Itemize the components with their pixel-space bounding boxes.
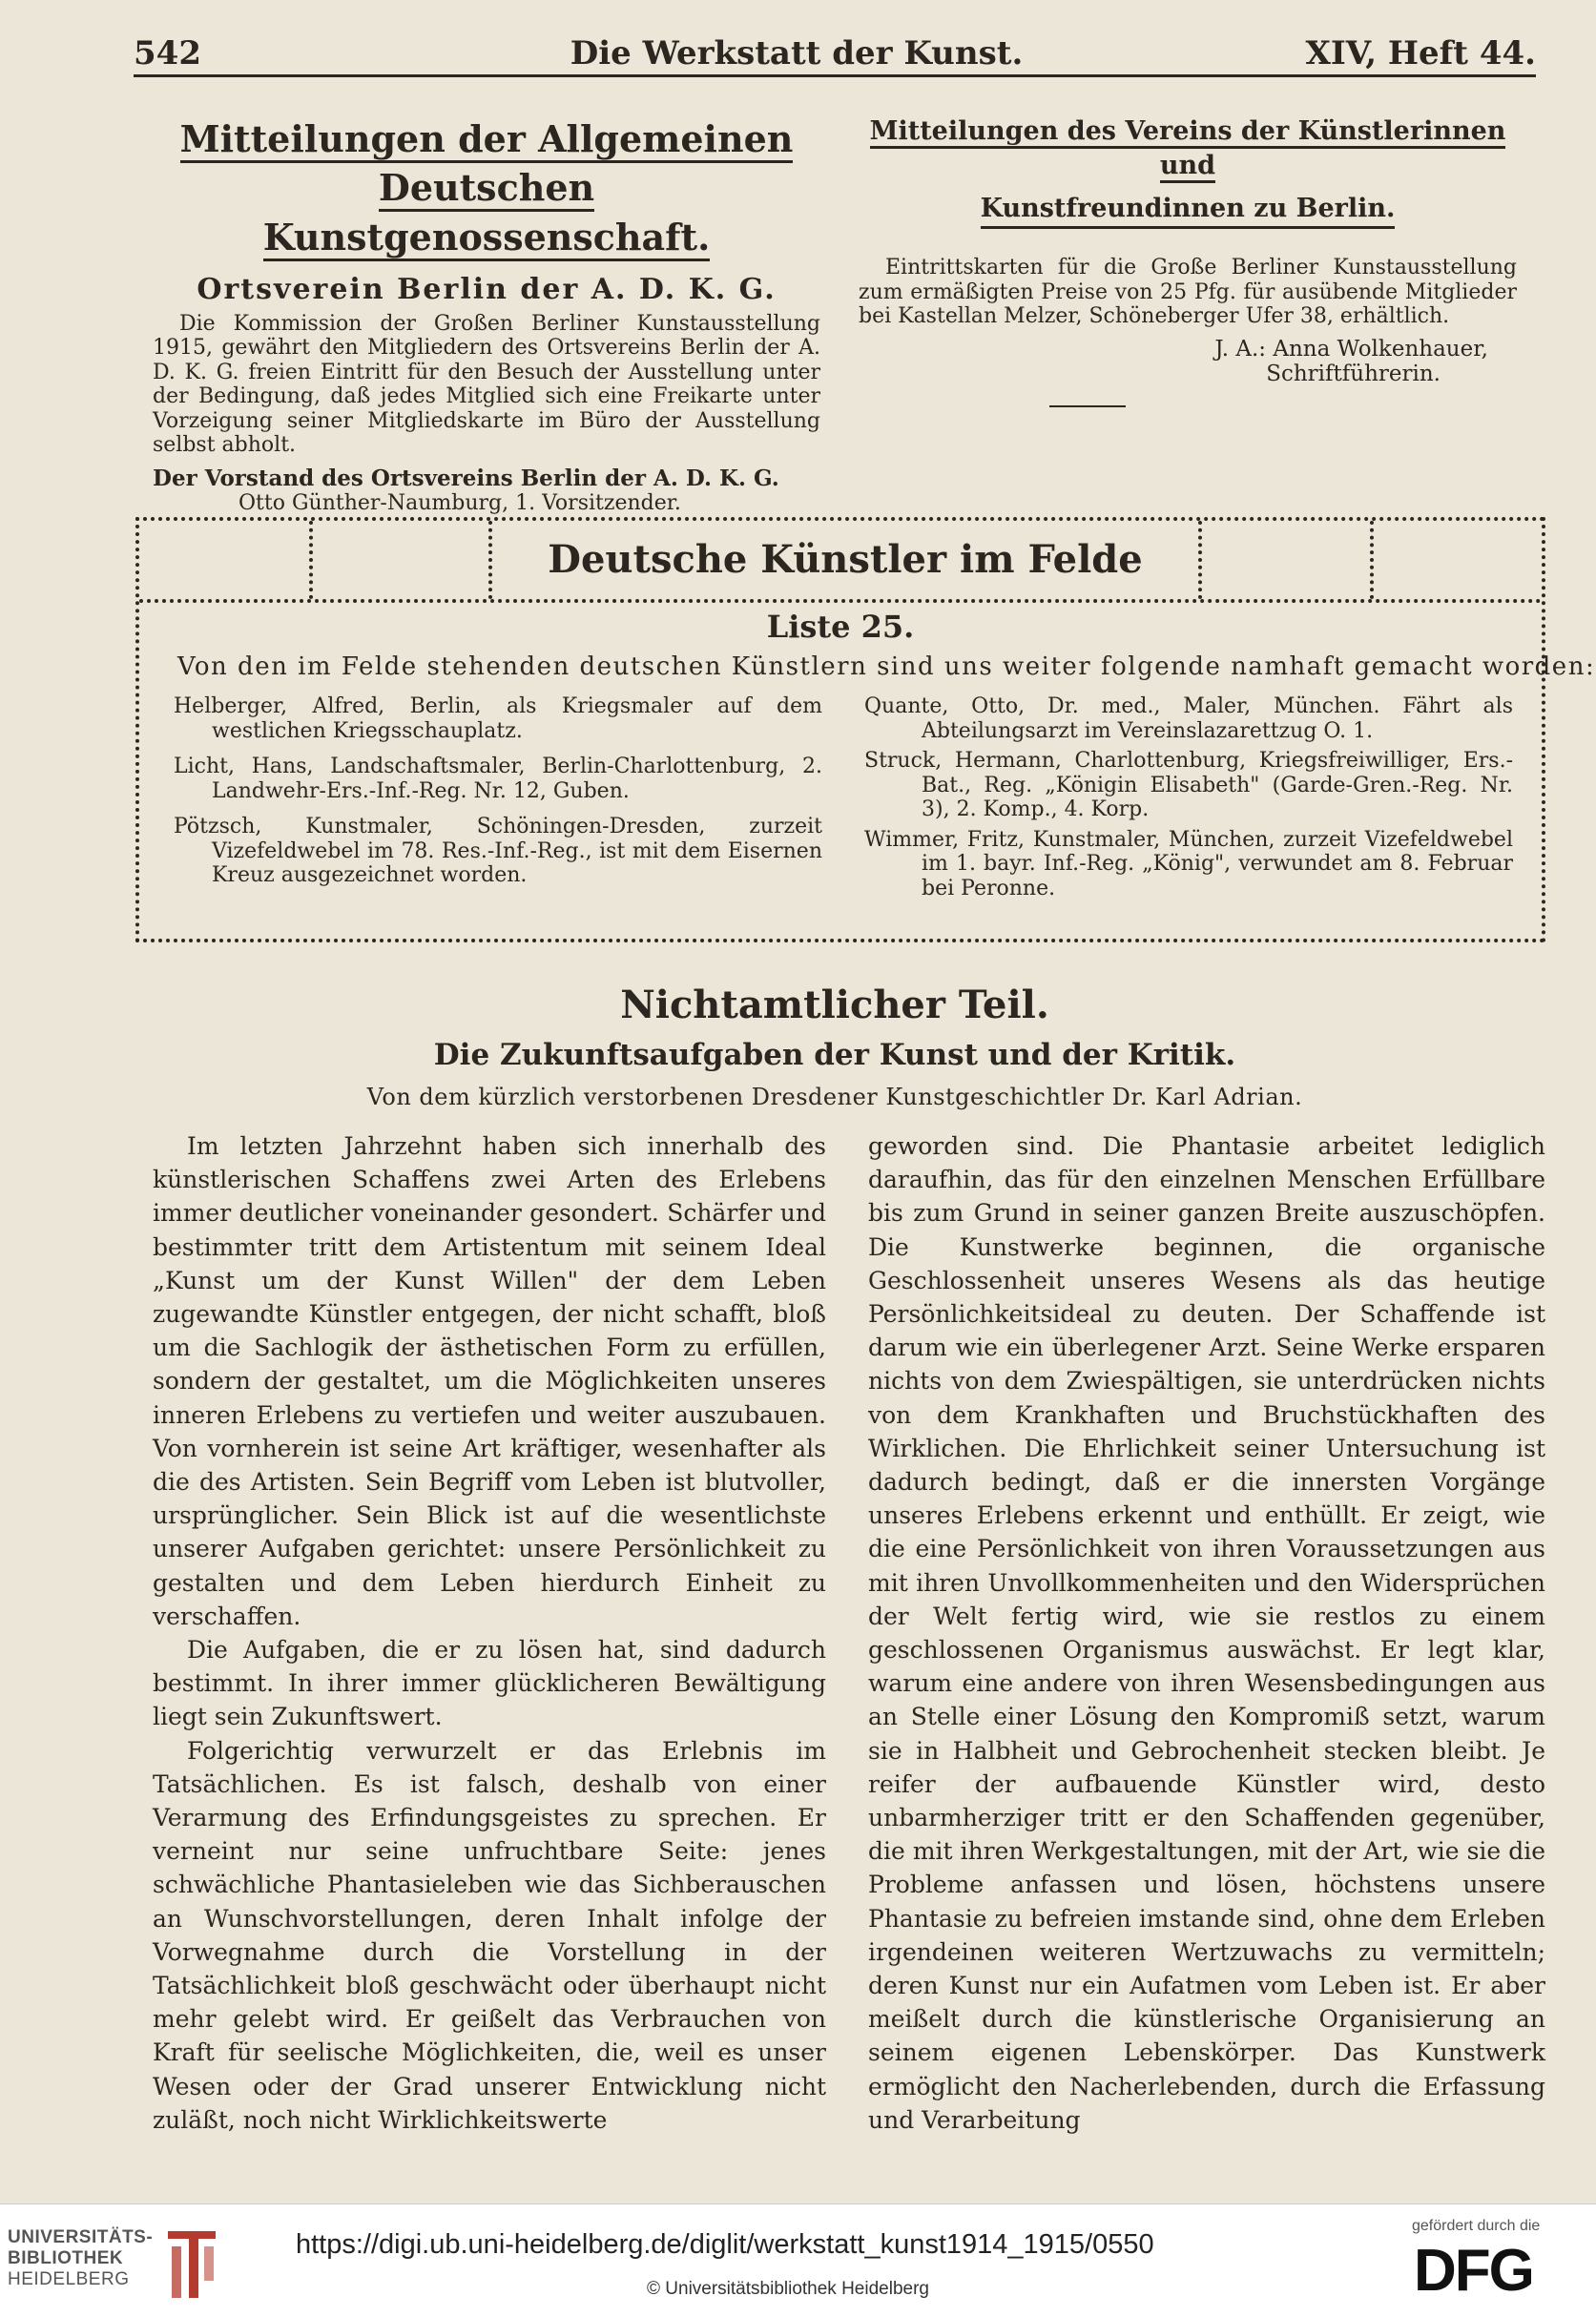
- article-column-left: [153, 1129, 826, 2137]
- field-box-rule: [309, 521, 313, 599]
- list-intro: Von den im Felde stehenden deutschen Künstlern sind uns weiter folgende namhaft gemacht worden:: [177, 652, 1596, 681]
- viewer-footer: [0, 2203, 1596, 2317]
- journal-title: Die Werkstatt der Kunst.: [570, 34, 1024, 72]
- left-notice-title-line1: Mitteilungen der Allgemeinen Deutschen: [180, 117, 794, 212]
- entries-left: [174, 694, 822, 888]
- article-column-right: [868, 1129, 1545, 2137]
- notice-rule: [1049, 405, 1126, 407]
- header-rule: [134, 74, 1536, 77]
- issue-number: XIV, Heft 44.: [1305, 34, 1536, 72]
- field-box-title: Deutsche Künstler im Felde: [548, 537, 1143, 582]
- copyright-notice: © Universitätsbibliothek Heidelberg: [647, 2279, 929, 2299]
- list-entry: Struck, Hermann, Charlottenburg, Kriegsfreiwilliger, Ers.-Bat., Reg. „Königin Elisabeth" (Garde-Gren.-Reg. Nr. 3), 2. Komp., 4. Korp.: [864, 749, 1513, 821]
- right-notice: [859, 114, 1517, 407]
- article-paragraph: Folgerichtig verwurzelt er das Erlebnis im Tatsächlichen. Es ist falsch, deshalb von einer Verarmung des Erfindungsgeistes zu sprechen. Er verneint nur seine unfruchtbare Seite: jenes schwächliche Phantasieleben wie das Sichberauschen an Wunschvorstellungen, deren Inhalt infolge der Vorwegnahme durch die Vorstellung in der Tatsächlichkeit bloß geschwächt oder überhaupt nicht mehr gelebt wird. Er geißelt das Verbrauchen von Kraft für seelische Möglichkeiten, die, weil es unser Wesen oder der Grad unserer Entwicklung nicht zuläßt, noch nicht Wirklichkeitswerte: [153, 1736, 826, 2134]
- library-name: [8, 2227, 153, 2290]
- dfg-logo: DFG: [1414, 2238, 1533, 2304]
- left-notice-signatory: Otto Günther-Naumburg, 1. Vorsitzender.: [238, 490, 681, 515]
- list-entry: Quante, Otto, Dr. med., Maler, München. Fährt als Abteilungsarzt im Vereinslazarettzug O. 1.: [864, 694, 1513, 743]
- right-notice-signature: J. A.: Anna Wolkenhauer,: [1214, 336, 1488, 362]
- list-title: Liste 25.: [766, 609, 915, 645]
- right-notice-title-line2: Kunstfreundinnen zu Berlin.: [981, 192, 1396, 229]
- right-notice-signatory: Schriftführerin.: [1266, 361, 1441, 386]
- library-name-line1: UNIVERSITÄTS-: [8, 2227, 154, 2247]
- funding-note: gefördert durch die: [1412, 2218, 1541, 2234]
- library-logo-icon: [160, 2224, 223, 2300]
- list-entry: Wimmer, Fritz, Kunstmaler, München, zurzeit Vizefeldwebel im 1. bayr. Inf.-Reg. „König", verwundet am 8. Februar bei Peronne.: [864, 827, 1513, 900]
- list-entry: Pötzsch, Kunstmaler, Schöningen-Dresden, zurzeit Vizefeldwebel im 78. Res.-Inf.-Reg., ist mit dem Eisernen Kreuz ausgezeichnet worden.: [174, 815, 822, 887]
- left-notice-text: [153, 312, 820, 458]
- left-notice-title-line2: Kunstgenossenschaft.: [263, 216, 711, 261]
- article-paragraph: geworden sind. Die Phantasie arbeitet lediglich daraufhin, das für den einzelnen Menschen Erfüllbare bis zum Grund in seiner ganzen Breite auszuschöpfen. Die Kunstwerke beginnen, die organische Geschlossenheit unseres Wesens als das heutige Persönlichkeitsideal zu deuten. Der Schaffende ist darum wie ein überlegener Arzt. Seine Werke ersparen nichts von dem Zwiespältigen, sie unterdrücken nichts von dem Krankhaften und Bruchstückhaften des Wirklichen. Die Ehrlichkeit seiner Untersuchung ist dadurch bedingt, daß er die innersten Vorgänge unseres Erlebens erkennt und enthüllt. Er zeigt, wie die eine Persönlichkeit von ihren Voraussetzungen aus mit ihren Unvollkommenheiten und den Widersprüchen der Welt fertig wird, wie sie restlos zu einem geschlossenen Organismus auswächst. Er legt klar, warum eine andere von ihren Wesensbedingungen aus an Stelle einer Lösung den Kompromiß setzt, warum sie in Halbheit und Gebrochenheit stecken bleibt. Je reifer der aufbauende Künstler wird, desto unbarmherziger tritt er den Schaffenden gegenüber, die mit ihren Werkgestaltungen, mit der Art, wie sie die Probleme anfassen und lösen, höchstens unsere Phantasie zu befreien imstande sind, ohne dem Erleben irgendeinen weiteren Wertzuwachs zu vermitteln; deren Kunst nur ein Aufatmen vom Leben ist. Er aber meißelt durch die künstlerische Organisierung an seinem eigenen Lebenskörper. Das Kunstwerk ermöglicht den Nacherlebenden, durch die Erfassung und Verarbeitung: [868, 1132, 1545, 2134]
- field-box: [135, 517, 1596, 942]
- article-title: Die Zukunftsaufgaben der Kunst und der Kritik.: [433, 1038, 1236, 1072]
- article-byline: Von dem kürzlich verstorbenen Dresdener Kunstgeschichtler Dr. Karl Adrian.: [366, 1084, 1303, 1110]
- library-name-line2: BIBLIOTHEK: [8, 2248, 124, 2268]
- left-notice-subtitle: Ortsverein Berlin der A. D. K. G.: [197, 272, 777, 306]
- right-notice-title-line1: Mitteilungen des Vereins der Künstlerinnen und: [870, 116, 1506, 183]
- list-entry: Helberger, Alfred, Berlin, als Kriegsmaler auf dem westlichen Kriegsschauplatz.: [174, 694, 822, 743]
- section-title: Nichtamtlicher Teil.: [620, 983, 1049, 1027]
- article-paragraph: Die Aufgaben, die er zu lösen hat, sind dadurch bestimmt. In ihrer immer glücklicheren Bewältigung liegt sein Zukunftswert.: [153, 1636, 826, 1731]
- field-box-rule: [1198, 521, 1202, 599]
- right-notice-title: [859, 114, 1517, 229]
- field-box-rule: [1370, 521, 1374, 599]
- permalink-url[interactable]: https://digi.ub.uni-heidelberg.de/diglit/werkstatt_kunst1914_1915/0550: [296, 2229, 1154, 2260]
- right-notice-text: [859, 256, 1517, 329]
- list-entry: Licht, Hans, Landschaftsmaler, Berlin-Charlottenburg, 2. Landwehr-Ers.-Inf.-Reg. Nr. 12, Guben.: [174, 755, 822, 803]
- left-notice-title: [153, 114, 820, 261]
- right-notice-paragraph: Eintrittskarten für die Große Berliner Kunstausstellung zum ermäßigten Preise von 25 Pfg. für ausübende Mitglieder bei Kastellan Melzer, Schöneberger Ufer 38, erhältlich.: [859, 256, 1517, 329]
- article-paragraph: Im letzten Jahrzehnt haben sich innerhalb des künstlerischen Schaffens zwei Arten des Erlebens immer deutlicher voneinander gesondert. Schärfer und bestimmter tritt dem Artistentum mit seinem Ideal „Kunst um der Kunst Willen" der dem Leben zugewandte Künstler entgegen, der nicht schafft, bloß um die Sachlogik der ästhetischen Form zu erfüllen, sondern der gestaltet, um die Möglichkeiten unseres inneren Erlebens zu vertiefen und weiter auszubauen. Von vornherein ist seine Art kräftiger, wesenhafter als die des Artisten. Sein Begriff vom Leben ist blutvoller, ursprünglicher. Sein Blick ist auf die wesentlichste unserer Aufgaben gerichtet: unsere Persönlichkeit zu gestalten und dem Leben hierdurch Einheit zu verschaffen.: [153, 1132, 826, 1630]
- left-notice-signature: Der Vorstand des Ortsvereins Berlin der A. D. K. G.: [153, 465, 779, 491]
- left-notice-paragraph: Die Kommission der Großen Berliner Kunstausstellung 1915, gewährt den Mitgliedern des Ortsvereins Berlin der A. D. K. G. freien Eintritt für den Besuch der Ausstellung unter der Bedingung, daß jedes Mitglied sich eine Freikarte unter Vorzeigung seiner Mitgliedskarte im Büro der Ausstellung selbst abholt.: [153, 311, 820, 458]
- field-box-divider: [139, 599, 1542, 603]
- library-name-line3: HEIDELBERG: [8, 2269, 130, 2289]
- entries-right: [864, 694, 1513, 900]
- page-number: 542: [134, 34, 201, 72]
- left-notice: [153, 114, 820, 515]
